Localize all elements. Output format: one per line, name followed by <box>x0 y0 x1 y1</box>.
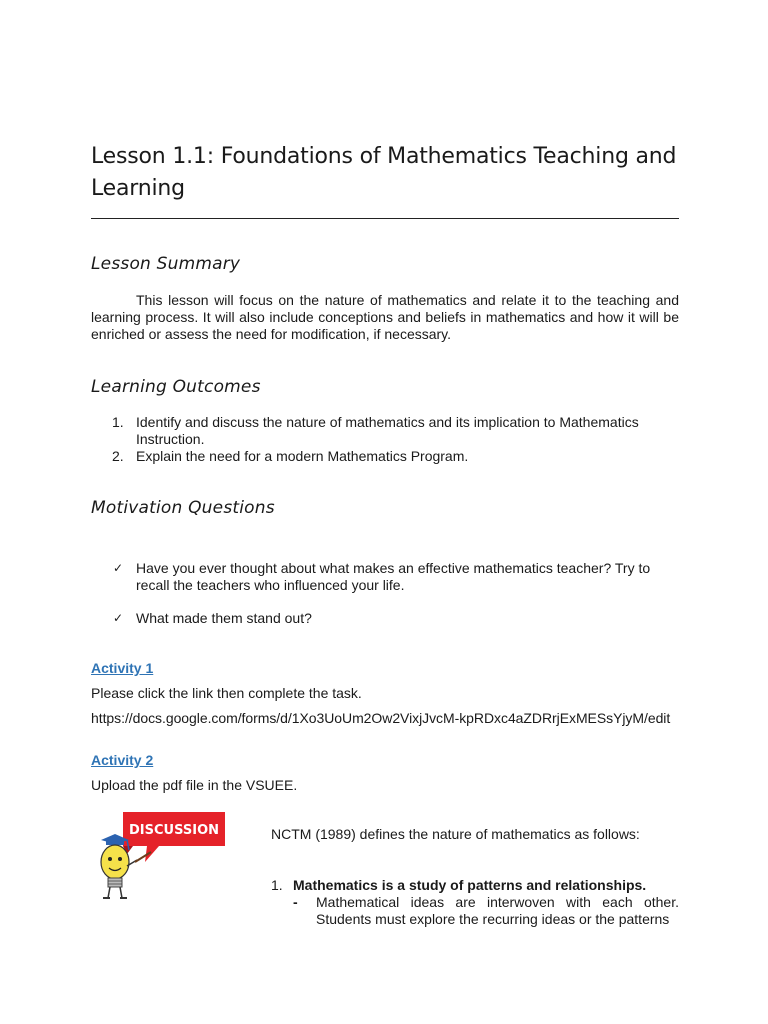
list-item-text: Have you ever thought about what makes an effective mathematics teacher? Try to recall the teachers who influenced your life. <box>136 560 651 593</box>
activity-2-link[interactable]: Activity 2 <box>91 752 154 768</box>
discussion-lightbulb-icon <box>99 806 229 906</box>
list-number: 2. <box>112 448 124 464</box>
list-item <box>91 414 679 448</box>
learning-outcomes-list <box>91 414 679 465</box>
title-divider <box>91 218 679 219</box>
nctm-intro: NCTM (1989) defines the nature of mathematics as follows: <box>271 826 640 842</box>
dash-bullet: - <box>293 894 298 910</box>
discussion-badge-text: DISCUSSION <box>129 823 219 838</box>
list-item <box>91 610 679 627</box>
activity-2-instruction: Upload the pdf file in the VSUEE. <box>91 777 298 793</box>
list-item-text: Explain the need for a modern Mathematics Program. <box>136 448 469 464</box>
activity-1-instruction: Please click the link then complete the task. <box>91 685 362 701</box>
activity-1-link[interactable]: Activity 1 <box>91 660 154 676</box>
list-item-text: What made them stand out? <box>136 610 312 626</box>
motivation-questions-list <box>91 560 679 627</box>
definition-text: Mathematical ideas are interwoven with each other. Students must explore the recurring ideas or the patterns <box>316 894 679 927</box>
definition-title: Mathematics is a study of patterns and relationships. <box>293 877 647 893</box>
lesson-summary-heading: Lesson Summary <box>91 254 241 274</box>
learning-outcomes-heading: Learning Outcomes <box>91 377 261 397</box>
list-item-text: Identify and discuss the nature of mathematics and its implication to Mathematics Instruction. <box>136 414 639 447</box>
list-number: 1. <box>271 877 283 893</box>
list-number: 1. <box>112 414 124 430</box>
page-title: Lesson 1.1: Foundations of Mathematics Teaching and Learning <box>91 144 677 201</box>
list-item <box>91 448 679 465</box>
activity-1-url[interactable]: https://docs.google.com/forms/d/1Xo3UoUm2Ow2VixjJvcM-kpRDxc4aZDRrjExMESsYjyM/edit <box>91 710 671 726</box>
checkmark-icon: ✓ <box>113 561 124 575</box>
list-item <box>91 560 679 594</box>
lesson-summary-text: This lesson will focus on the nature of mathematics and relate it to the teaching and learning process. It will also include conceptions and beliefs in mathematics and how it will be enriched or assess the need for modification, if necessary. <box>91 292 679 342</box>
checkmark-icon: ✓ <box>113 611 124 625</box>
motivation-questions-heading: Motivation Questions <box>91 498 275 518</box>
